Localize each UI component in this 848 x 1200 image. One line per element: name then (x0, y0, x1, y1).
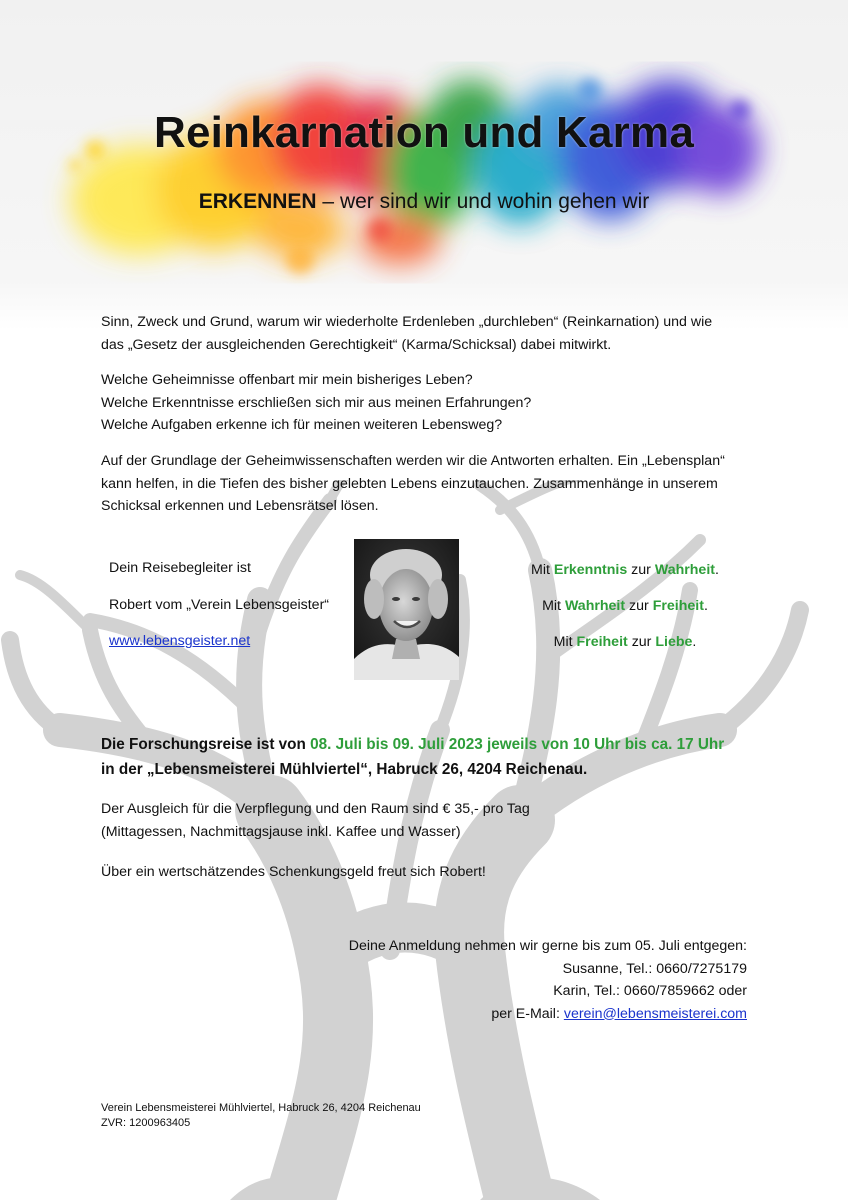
email-link[interactable]: verein@lebensmeisterei.com (563, 1005, 747, 1022)
basis-line: Auf der Grundlage der Geheimwissenschaften werden wir die Antworten erhalten. Ein „Lebensplan“ (101, 453, 725, 469)
cost-line: (Mittagessen, Nachmittagsjause inkl. Kaffee und Wasser) (101, 823, 461, 840)
registration-line: Deine Anmeldung nehmen wir gerne bis zum 05. Juli entgegen: (348, 938, 747, 954)
subtitle-text: – wer sind wir und wohin gehen wir (316, 190, 650, 213)
footer-registration-number: ZVR: 1200963405 (101, 1117, 191, 1129)
registration-email-line: per E-Mail: verein@lebensmeisterei.com (491, 1005, 747, 1022)
intro-paragraph (101, 311, 761, 356)
page-title: Reinkarnation und Karma (153, 108, 695, 157)
questions-paragraph (101, 369, 761, 437)
question-line: Welche Aufgaben erkenne ich für meinen weiteren Lebensweg? (101, 417, 503, 433)
guide-website-link[interactable]: www.lebensgeister.net (109, 633, 251, 649)
guide-label: Dein Reisebegleiter ist (109, 560, 251, 576)
motto-line: Mit Freiheit zur Liebe. (553, 634, 697, 650)
watercolor-header-background (0, 0, 848, 330)
cost-line: Der Ausgleich für die Verpflegung und den Raum sind € 35,- pro Tag (101, 801, 530, 817)
guide-name: Robert vom „Verein Lebensgeister“ (109, 597, 330, 613)
guide-portrait-photo (354, 539, 459, 680)
donation-note: Über ein wertschätzendes Schenkungsgeld freut sich Robert! (101, 864, 486, 880)
registration-contact: Susanne, Tel.: 0660/7275179 (562, 960, 747, 977)
question-line: Welche Geheimnisse offenbart mir mein bisheriges Leben? (101, 372, 473, 388)
event-dates: Die Forschungsreise ist von 08. Juli bis 09. Juli 2023 jeweils von 10 Uhr bis ca. 17 Uhr (101, 736, 725, 753)
registration-block (300, 935, 747, 1025)
motto-line: Mit Erkenntnis zur Wahrheit. (531, 562, 719, 578)
page-subtitle (0, 190, 848, 214)
footer (101, 1101, 421, 1131)
basis-paragraph (101, 450, 761, 518)
basis-line: kann helfen, in die Tiefen des bisher gelebten Lebens einzutauchen. Zusammenhänge in unserem (101, 475, 718, 492)
basis-line: Schicksal erkennen und Lebensrätsel lösen. (101, 498, 379, 514)
cost-paragraph (101, 798, 761, 843)
intro-line: das „Gesetz der ausgleichenden Gerechtigkeit“ (Karma/Schicksal) dabei mitwirkt. (101, 336, 612, 353)
subtitle-keyword: ERKENNEN (198, 190, 317, 213)
footer-address: Verein Lebensmeisterei Mühlviertel, Habruck 26, 4204 Reichenau (101, 1102, 421, 1114)
registration-contact: Karin, Tel.: 0660/7859662 oder (553, 983, 747, 999)
motto-line: Mit Wahrheit zur Freiheit. (542, 598, 708, 614)
event-location: in der „Lebensmeisterei Mühlviertel“, Habruck 26, 4204 Reichenau. (101, 761, 588, 778)
intro-line: Sinn, Zweck und Grund, warum wir wiederholte Erdenleben „durchleben“ (Reinkarnation) und wie (101, 314, 713, 330)
question-line: Welche Erkenntnisse erschließen sich mir aus meinen Erfahrungen? (101, 394, 532, 411)
